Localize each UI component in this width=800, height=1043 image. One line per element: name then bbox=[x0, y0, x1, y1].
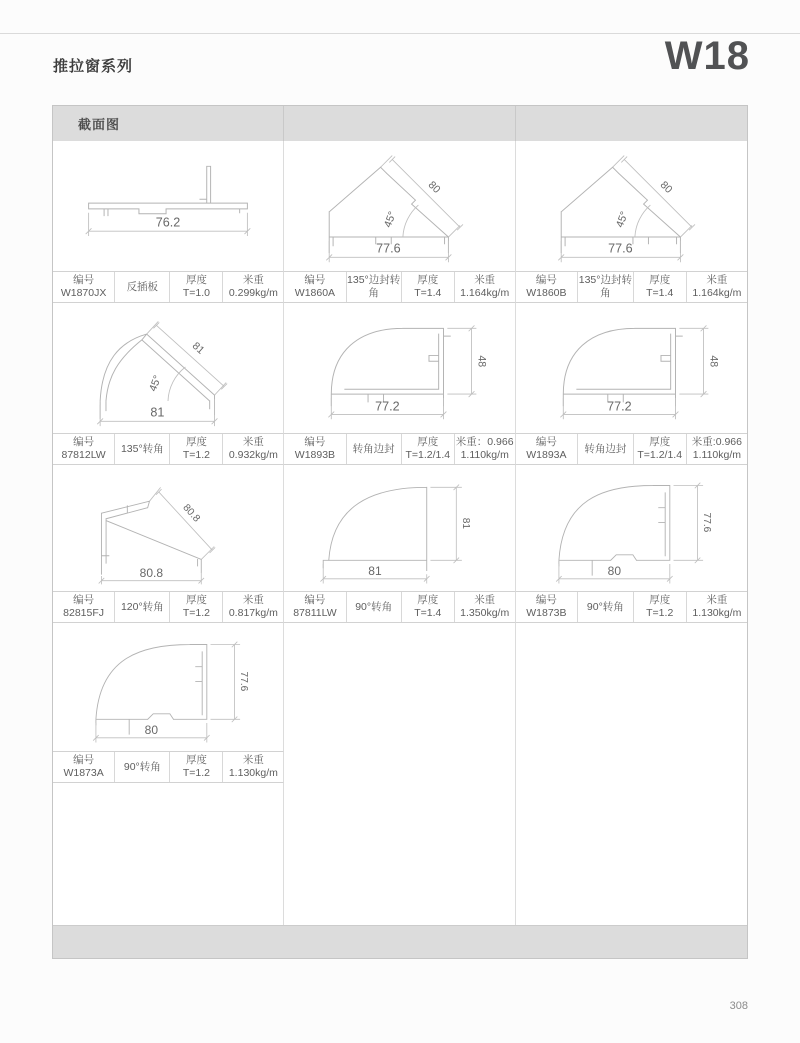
page-title: 推拉窗系列 bbox=[53, 58, 134, 75]
dim-label: 77.6 bbox=[701, 512, 713, 533]
section-view-label: 截面图 bbox=[78, 117, 121, 132]
profile-name: 135°转角 bbox=[120, 442, 164, 455]
thickness-label: 厚度 bbox=[417, 274, 439, 286]
profile-info-row bbox=[284, 433, 515, 465]
profile-thickness-cell bbox=[402, 592, 455, 622]
weight-value: 0.932kg/m bbox=[228, 449, 278, 461]
profile-code: W1893B bbox=[294, 449, 336, 461]
profile-thickness-cell bbox=[170, 592, 223, 622]
profile-drawing-90-corner-fin bbox=[518, 467, 744, 589]
profile-name-cell bbox=[347, 272, 402, 302]
code-label: 编号 bbox=[73, 274, 95, 286]
dim-label: 81 bbox=[189, 339, 207, 357]
profile-code-cell bbox=[284, 434, 346, 464]
code-label: 编号 bbox=[73, 754, 95, 766]
weight-label: 米重 bbox=[242, 436, 264, 448]
drawing-cell-87811lw bbox=[284, 465, 515, 591]
code-label: 编号 bbox=[535, 436, 557, 448]
profile-code: 87811LW bbox=[293, 607, 337, 619]
profile-name: 90°转角 bbox=[355, 600, 393, 613]
profile-name: 135°边封转角 bbox=[578, 274, 632, 299]
profile-weight-cell bbox=[687, 592, 747, 622]
profile-info-row bbox=[284, 271, 515, 303]
profile-code-cell bbox=[516, 434, 578, 464]
thickness-value: T=1.4 bbox=[414, 607, 442, 619]
profile-code: W1873A bbox=[63, 767, 104, 779]
profile-info-row bbox=[284, 591, 515, 623]
profile-thickness-cell bbox=[170, 752, 223, 782]
thickness-label: 厚度 bbox=[649, 594, 671, 606]
thickness-label: 厚度 bbox=[185, 274, 207, 286]
profile-code-cell bbox=[53, 434, 115, 464]
profile-name: 90°转角 bbox=[586, 600, 624, 613]
table-header-cell bbox=[516, 106, 747, 141]
thickness-value: T=1.2 bbox=[182, 767, 211, 779]
code-label: 编号 bbox=[535, 274, 557, 286]
dim-label: 80.8 bbox=[139, 565, 164, 580]
profile-name: 135°边封转角 bbox=[347, 274, 401, 299]
profile-code-cell bbox=[53, 752, 115, 782]
empty-drawing-cell bbox=[516, 623, 747, 751]
drawing-cell-w1893a bbox=[516, 303, 747, 433]
profile-code: W1860A bbox=[294, 287, 336, 299]
thickness-label: 厚度 bbox=[417, 594, 439, 606]
profile-drawing-135-edge-corner bbox=[518, 143, 744, 269]
dim-label: 77.6 bbox=[376, 241, 402, 256]
dim-label: 45° bbox=[382, 209, 400, 230]
profile-info-row bbox=[53, 271, 284, 303]
dim-label: 77.6 bbox=[608, 241, 633, 256]
dim-label: 77.6 bbox=[238, 671, 250, 692]
drawing-cell-82815fj bbox=[53, 465, 284, 591]
profile-thickness-cell bbox=[402, 434, 455, 464]
code-label: 编号 bbox=[535, 594, 557, 606]
profile-drawing-90-corner bbox=[286, 467, 512, 589]
weight-value: 1.110kg/m bbox=[692, 449, 742, 461]
profile-info-row bbox=[53, 751, 284, 783]
weight-value: 1.350kg/m bbox=[460, 607, 510, 619]
weight-value: 1.164kg/m bbox=[460, 287, 510, 299]
weight-value: 0.817kg/m bbox=[228, 607, 278, 619]
profile-info-row bbox=[516, 591, 747, 623]
dim-label: 45° bbox=[614, 209, 632, 230]
drawing-cell-w1860b bbox=[516, 141, 747, 271]
weight-label: 米重 bbox=[242, 594, 264, 606]
table-footer-band bbox=[53, 925, 747, 958]
weight-label: 米重 bbox=[242, 274, 264, 286]
table-header-cell bbox=[284, 106, 515, 141]
drawing-cell-w1860a bbox=[284, 141, 515, 271]
dim-label: 77.2 bbox=[607, 399, 632, 414]
profile-code-cell bbox=[516, 592, 578, 622]
profile-code: 87812LW bbox=[61, 449, 106, 461]
dim-label: 76.2 bbox=[155, 215, 181, 230]
profile-weight-cell bbox=[223, 752, 283, 782]
profile-weight-cell bbox=[223, 272, 283, 302]
profile-info-row bbox=[53, 591, 284, 623]
thickness-value: T=1.2 bbox=[646, 607, 674, 619]
profile-code-cell bbox=[284, 272, 346, 302]
weight-value: 1.110kg/m bbox=[460, 449, 509, 461]
dim-label: 77.2 bbox=[375, 399, 401, 414]
profile-weight-cell bbox=[687, 434, 747, 464]
dim-label: 81 bbox=[150, 405, 165, 420]
code-label: 编号 bbox=[304, 274, 326, 286]
profile-drawing-120-corner bbox=[55, 467, 281, 589]
profile-info-row bbox=[516, 271, 747, 303]
empty-cell bbox=[516, 751, 747, 783]
profile-code-cell bbox=[516, 272, 578, 302]
profile-name-cell bbox=[578, 592, 634, 622]
code-label: 编号 bbox=[73, 594, 95, 606]
profile-thickness-cell bbox=[634, 272, 687, 302]
code-label: 编号 bbox=[304, 594, 326, 606]
profile-code: W1893A bbox=[526, 449, 567, 461]
profile-drawing-90-corner-fin bbox=[55, 626, 281, 748]
thickness-value: T=1.2/1.4 bbox=[637, 449, 683, 461]
series-code: W18 bbox=[664, 34, 750, 78]
profile-weight-cell bbox=[687, 272, 747, 302]
profile-name: 转角边封 bbox=[584, 442, 627, 455]
profile-info-row bbox=[516, 433, 747, 465]
dim-label: 81 bbox=[368, 564, 383, 579]
profile-code: 82815FJ bbox=[63, 607, 105, 619]
profile-name-cell bbox=[115, 592, 170, 622]
thickness-label: 厚度 bbox=[185, 436, 207, 448]
profile-info-row bbox=[53, 433, 284, 465]
weight-value: 0.299kg/m bbox=[228, 287, 278, 299]
profile-name: 转角边封 bbox=[352, 442, 395, 455]
dim-label: 45° bbox=[147, 373, 165, 394]
empty-cell bbox=[284, 783, 515, 925]
profile-thickness-cell bbox=[170, 434, 223, 464]
thickness-value: T=1.2 bbox=[182, 607, 211, 619]
table-header-cell bbox=[53, 106, 284, 141]
weight-value: 1.130kg/m bbox=[692, 607, 742, 619]
profile-name-cell bbox=[578, 434, 634, 464]
drawing-cell-w1873b bbox=[516, 465, 747, 591]
profile-drawing-135-arc-corner bbox=[55, 305, 281, 431]
dim-label: 48 bbox=[707, 355, 720, 368]
profile-drawing-corner-edge-seal bbox=[286, 309, 512, 427]
profile-name-cell bbox=[115, 272, 170, 302]
weight-label: 米重 bbox=[242, 754, 264, 766]
code-label: 编号 bbox=[304, 436, 326, 448]
dim-label: 81 bbox=[460, 517, 472, 530]
thickness-value: T=1.0 bbox=[182, 287, 211, 299]
empty-cell bbox=[53, 783, 284, 925]
dim-label: 80.8 bbox=[180, 502, 202, 525]
dim-label: 48 bbox=[475, 355, 488, 368]
empty-cell bbox=[516, 783, 747, 925]
drawing-cell-w1893b bbox=[284, 303, 515, 433]
profile-name-cell bbox=[347, 592, 402, 622]
profile-name-cell bbox=[347, 434, 402, 464]
dim-label: 80 bbox=[607, 564, 622, 579]
profile-code: W1873B bbox=[526, 607, 567, 619]
profile-name: 120°转角 bbox=[120, 600, 164, 613]
thickness-value: T=1.4 bbox=[414, 287, 442, 299]
thickness-label: 厚度 bbox=[185, 594, 207, 606]
profile-thickness-cell bbox=[634, 434, 687, 464]
drawing-cell-w1870jx bbox=[53, 141, 284, 271]
weight-label: 米重:0.966 bbox=[691, 436, 742, 448]
profile-name-cell bbox=[115, 434, 170, 464]
profile-drawing-corner-edge-seal bbox=[518, 309, 744, 427]
profile-table bbox=[52, 105, 748, 959]
code-label: 编号 bbox=[73, 436, 95, 448]
profile-weight-cell bbox=[455, 272, 515, 302]
profile-name-cell bbox=[115, 752, 170, 782]
drawing-cell-w1873a bbox=[53, 623, 284, 751]
thickness-value: T=1.2/1.4 bbox=[405, 449, 451, 461]
profile-thickness-cell bbox=[170, 272, 223, 302]
profile-drawing-flat-bar bbox=[55, 145, 281, 267]
weight-label: 米重：0.966 bbox=[455, 436, 514, 448]
profile-thickness-cell bbox=[402, 272, 455, 302]
dim-label: 80 bbox=[657, 178, 675, 196]
page-number: 308 bbox=[729, 1000, 748, 1012]
dim-label: 80 bbox=[426, 178, 443, 196]
thickness-value: T=1.2 bbox=[182, 449, 211, 461]
weight-label: 米重 bbox=[474, 594, 496, 606]
profile-weight-cell bbox=[455, 592, 515, 622]
dim-label: 80 bbox=[144, 723, 159, 738]
weight-value: 1.164kg/m bbox=[692, 287, 742, 299]
weight-label: 米重 bbox=[706, 274, 728, 286]
profile-weight-cell bbox=[455, 434, 515, 464]
weight-value: 1.130kg/m bbox=[228, 767, 278, 779]
profile-name: 反插板 bbox=[126, 280, 159, 293]
empty-drawing-cell bbox=[284, 623, 515, 751]
profile-name: 90°转角 bbox=[123, 760, 161, 773]
profile-name-cell bbox=[578, 272, 634, 302]
thickness-label: 厚度 bbox=[649, 436, 671, 448]
profile-weight-cell bbox=[223, 434, 283, 464]
weight-label: 米重 bbox=[706, 594, 728, 606]
profile-code-cell bbox=[284, 592, 346, 622]
thickness-label: 厚度 bbox=[185, 754, 207, 766]
empty-cell bbox=[284, 751, 515, 783]
profile-weight-cell bbox=[223, 592, 283, 622]
drawing-cell-87812lw bbox=[53, 303, 284, 433]
profile-drawing-135-edge-corner bbox=[286, 143, 512, 269]
profile-thickness-cell bbox=[634, 592, 687, 622]
profile-code: W1870JX bbox=[60, 287, 107, 299]
profile-code-cell bbox=[53, 272, 115, 302]
weight-label: 米重 bbox=[474, 274, 496, 286]
thickness-value: T=1.4 bbox=[646, 287, 674, 299]
thickness-label: 厚度 bbox=[649, 274, 671, 286]
profile-code: W1860B bbox=[526, 287, 567, 299]
profile-code-cell bbox=[53, 592, 115, 622]
thickness-label: 厚度 bbox=[417, 436, 439, 448]
